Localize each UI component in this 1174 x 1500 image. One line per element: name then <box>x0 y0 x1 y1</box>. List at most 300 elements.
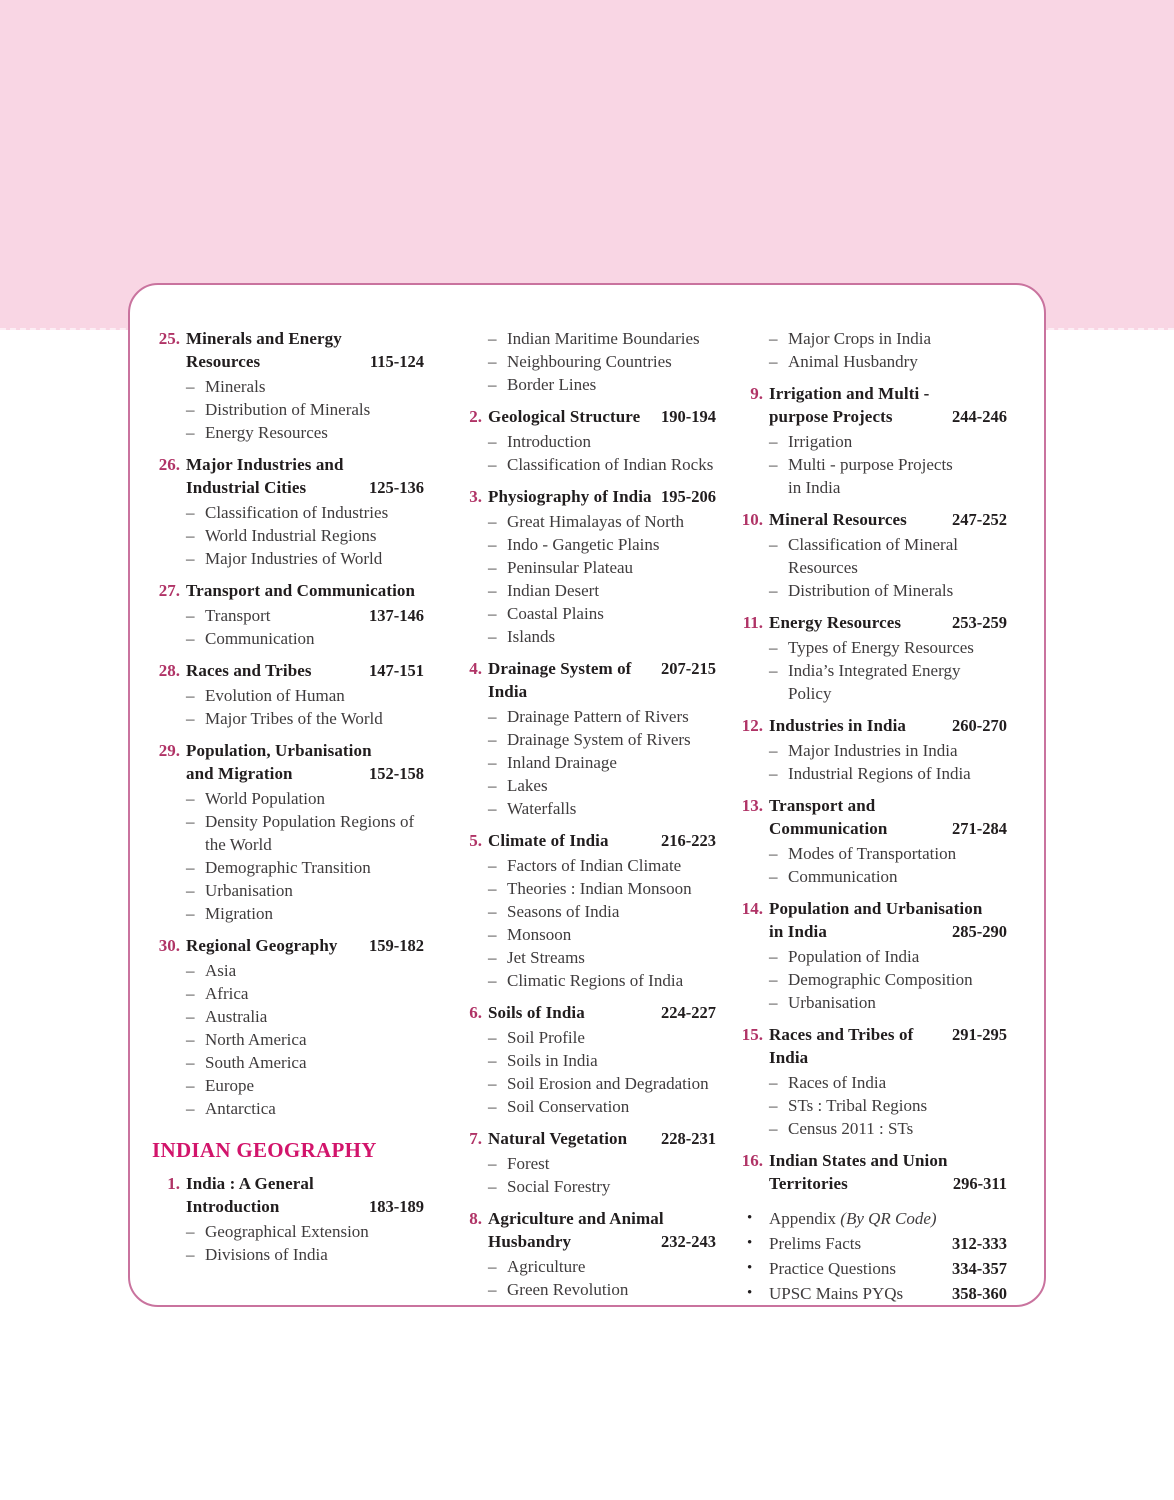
entry-body <box>507 602 716 625</box>
entry-line <box>769 508 1007 531</box>
page-range: 115-124 <box>369 352 424 371</box>
dash-marker-icon: – <box>186 961 195 980</box>
item-label: Europe <box>205 1076 255 1095</box>
chapter-title-line: Major Industries and <box>186 455 344 474</box>
entry-line <box>507 1049 716 1072</box>
entry-body <box>507 1152 716 1175</box>
dash-marker-icon: – <box>488 581 497 600</box>
chapter-number: 30. <box>158 936 180 955</box>
item-label: Demographic Composition <box>788 970 973 989</box>
italic-note: (By QR Code) <box>836 1209 937 1228</box>
dash-marker-icon: – <box>488 329 497 348</box>
toc-subtopic <box>454 751 716 774</box>
page-range: 358-360 <box>952 1284 1007 1303</box>
dash-marker-icon: – <box>769 844 778 863</box>
dash-marker-icon: – <box>186 1007 195 1026</box>
entry-line <box>205 1051 424 1074</box>
dash-marker-icon: – <box>488 432 497 451</box>
page-range: 260-270 <box>952 716 1007 735</box>
entry-line <box>769 405 1007 428</box>
toc-subtopic <box>152 787 424 810</box>
entry-line <box>205 1097 424 1120</box>
chapter-title-line: Irrigation and Multi - <box>769 384 930 403</box>
item-label: Monsoon <box>507 925 572 944</box>
item-label: Geographical Extension <box>205 1222 369 1241</box>
entry-line <box>769 1023 1007 1069</box>
dash-marker-icon: – <box>488 627 497 646</box>
page-range: 137-146 <box>369 606 424 625</box>
dash-marker-icon: – <box>769 993 778 1012</box>
toc-subtopic <box>454 877 716 900</box>
entry-body <box>507 797 716 820</box>
toc-subtopic <box>454 705 716 728</box>
entry-body <box>488 1207 716 1253</box>
item-label: Green Revolution <box>507 1280 629 1299</box>
item-label: Waterfalls <box>507 799 577 818</box>
dash-marker-icon: – <box>186 1245 195 1264</box>
item-label: Coastal Plains <box>507 604 604 623</box>
toc-chapter <box>454 1127 716 1150</box>
item-label: Seasons of India <box>507 902 620 921</box>
item-label: Classification of Indian Rocks <box>507 455 714 474</box>
toc-chapter <box>735 714 1007 737</box>
entry-line <box>205 1005 424 1028</box>
entry-body <box>788 430 1007 453</box>
entry-body <box>507 877 716 900</box>
toc-chapter <box>735 611 1007 634</box>
item-label: Soil Conservation <box>507 1097 630 1116</box>
entry-line <box>507 728 716 751</box>
entry-body <box>769 794 1007 840</box>
entry-body <box>205 787 424 810</box>
entry-line <box>507 705 716 728</box>
toc-subtopic <box>454 1095 716 1118</box>
chapter-number: 6. <box>469 1003 482 1022</box>
entry-line <box>788 476 1007 499</box>
entry-body <box>507 430 716 453</box>
toc-subtopic <box>454 1152 716 1175</box>
entry-body <box>507 705 716 728</box>
item-label: Modes of Transportation <box>788 844 957 863</box>
entry-body <box>205 421 424 444</box>
item-label: Irrigation <box>788 432 853 451</box>
item-label: STs : Tribal Regions <box>788 1096 928 1115</box>
toc-chapter <box>454 1001 716 1024</box>
item-label: Inland Drainage <box>507 753 617 772</box>
entry-body <box>507 625 716 648</box>
entry-line <box>769 382 1007 405</box>
page-range: 125-136 <box>369 478 424 497</box>
entry-body <box>205 902 424 925</box>
toc-subtopic <box>454 1049 716 1072</box>
toc-subtopic <box>454 797 716 820</box>
toc-bullet-item <box>735 1207 1007 1230</box>
entry-line <box>788 762 1007 785</box>
entry-line <box>205 375 424 398</box>
toc-chapter <box>454 1207 716 1253</box>
chapter-title-line: India : A General <box>186 1174 314 1193</box>
chapter-title-line: Territories <box>769 1174 848 1193</box>
entry-body <box>205 1243 424 1266</box>
entry-line <box>769 794 1007 817</box>
toc-subtopic <box>152 524 424 547</box>
item-label: Africa <box>205 984 249 1003</box>
item-label: Races of India <box>788 1073 887 1092</box>
entry-body <box>788 842 1007 865</box>
entry-body <box>205 879 424 902</box>
chapter-number: 8. <box>469 1209 482 1228</box>
entry-line <box>205 959 424 982</box>
chapter-number: 16. <box>741 1151 763 1170</box>
entry-line <box>507 350 716 373</box>
dash-marker-icon: – <box>186 881 195 900</box>
entry-body <box>205 524 424 547</box>
item-label: World Population <box>205 789 325 808</box>
chapter-number: 4. <box>469 659 482 678</box>
toc-subtopic <box>454 923 716 946</box>
toc-subtopic <box>152 959 424 982</box>
page-range: 159-182 <box>369 936 424 955</box>
toc-subtopic <box>735 945 1007 968</box>
page-range: 190-194 <box>661 407 716 426</box>
entry-body <box>205 982 424 1005</box>
item-label: Census 2011 : STs <box>788 1119 914 1138</box>
toc-chapter <box>735 794 1007 840</box>
item-label: Multi - purpose Projects <box>788 455 953 474</box>
item-label: Density Population Regions of <box>205 812 415 831</box>
entry-line <box>186 476 424 499</box>
dash-marker-icon: – <box>186 1099 195 1118</box>
dash-marker-icon: – <box>769 329 778 348</box>
toc-subtopic <box>735 533 1007 579</box>
toc-chapter <box>152 934 424 957</box>
page-range: 216-223 <box>661 831 716 850</box>
page-range: 312-333 <box>952 1234 1007 1253</box>
chapter-number: 1. <box>167 1174 180 1193</box>
dash-marker-icon: – <box>488 971 497 990</box>
entry-body <box>186 453 424 499</box>
entry-body <box>488 1001 716 1024</box>
toc-subtopic <box>454 453 716 476</box>
dash-marker-icon: – <box>769 581 778 600</box>
entry-line <box>205 810 424 833</box>
entry-body <box>488 405 716 428</box>
chapter-title-line: Races and Tribes of India <box>769 1025 914 1067</box>
item-label: Islands <box>507 627 556 646</box>
toc-subtopic <box>152 1005 424 1028</box>
entry-line <box>507 625 716 648</box>
entry-line <box>507 1255 716 1278</box>
toc-subtopic <box>152 375 424 398</box>
entry-body <box>769 1207 1007 1230</box>
dash-marker-icon: – <box>488 375 497 394</box>
item-label: Indo - Gangetic Plains <box>507 535 660 554</box>
toc-chapter <box>152 453 424 499</box>
entry-body <box>205 1028 424 1051</box>
page-range: 224-227 <box>661 1003 716 1022</box>
toc-subtopic <box>152 501 424 524</box>
entry-line <box>507 430 716 453</box>
entry-body <box>788 945 1007 968</box>
chapter-title-line: purpose Projects <box>769 407 893 426</box>
toc-subtopic <box>454 625 716 648</box>
item-label: Neighbouring Countries <box>507 352 672 371</box>
entry-body <box>788 1117 1007 1140</box>
bullet-dot-icon: • <box>747 1285 753 1301</box>
entry-line <box>507 510 716 533</box>
toc-subtopic <box>735 865 1007 888</box>
toc-subtopic <box>454 350 716 373</box>
entry-body <box>507 510 716 533</box>
toc-subtopic <box>735 453 1007 499</box>
item-label: Classification of Mineral <box>788 535 958 554</box>
chapter-title-line: Transport and Communication <box>186 581 416 600</box>
chapter-number: 28. <box>158 661 180 680</box>
item-label: Urbanisation <box>205 881 293 900</box>
toc-chapter <box>454 829 716 852</box>
chapter-title-line: Communication <box>769 819 888 838</box>
dash-marker-icon: – <box>186 1222 195 1241</box>
entry-body <box>507 556 716 579</box>
dash-marker-icon: – <box>186 1053 195 1072</box>
entry-line <box>507 797 716 820</box>
entry-body <box>507 923 716 946</box>
page-range: 253-259 <box>952 613 1007 632</box>
entry-body <box>205 501 424 524</box>
entry-line <box>488 1207 716 1230</box>
toc-subtopic <box>735 991 1007 1014</box>
dash-marker-icon: – <box>186 812 195 831</box>
item-label: India’s Integrated Energy <box>788 661 961 680</box>
item-label: Drainage System of Rivers <box>507 730 691 749</box>
toc-subtopic <box>152 1028 424 1051</box>
dash-marker-icon: – <box>488 1028 497 1047</box>
toc-subtopic <box>454 579 716 602</box>
entry-line <box>507 1026 716 1049</box>
chapter-number: 2. <box>469 407 482 426</box>
entry-line <box>788 556 1007 579</box>
dash-marker-icon: – <box>488 730 497 749</box>
dash-marker-icon: – <box>769 1073 778 1092</box>
entry-body <box>507 373 716 396</box>
toc-chapter <box>152 327 424 373</box>
toc-subtopic <box>735 350 1007 373</box>
item-label: Population of India <box>788 947 920 966</box>
item-label: Communication <box>205 629 315 648</box>
entry-line <box>788 968 1007 991</box>
entry-line <box>205 501 424 524</box>
entry-line <box>488 1127 716 1150</box>
entry-line <box>186 350 424 373</box>
toc-subtopic <box>152 1097 424 1120</box>
item-label: in India <box>788 478 841 497</box>
toc-bullet-item <box>735 1257 1007 1280</box>
item-label: Border Lines <box>507 375 597 394</box>
entry-body <box>507 751 716 774</box>
entry-line <box>507 774 716 797</box>
entry-body <box>507 1072 716 1095</box>
toc-column-middle <box>454 327 716 1305</box>
item-label: Peninsular Plateau <box>507 558 634 577</box>
item-label: Major Tribes of the World <box>205 709 383 728</box>
chapter-title-line: Introduction <box>186 1197 280 1216</box>
toc-subtopic <box>454 327 716 350</box>
toc-subtopic <box>735 659 1007 705</box>
dash-marker-icon: – <box>186 526 195 545</box>
entry-body <box>507 1278 716 1301</box>
toc-subtopic <box>454 510 716 533</box>
entry-line <box>769 1282 1007 1305</box>
entry-line <box>788 350 1007 373</box>
chapter-title-line: Energy Resources <box>769 613 902 632</box>
entry-body <box>205 627 424 650</box>
item-label: Forest <box>507 1154 550 1173</box>
entry-line <box>769 817 1007 840</box>
toc-subtopic <box>735 842 1007 865</box>
chapter-number: 9. <box>750 384 763 403</box>
toc-subtopic <box>735 327 1007 350</box>
toc-subtopic <box>152 627 424 650</box>
chapter-title-line: Geological Structure <box>488 407 641 426</box>
entry-body <box>507 728 716 751</box>
dash-marker-icon: – <box>488 948 497 967</box>
item-label: Urbanisation <box>788 993 876 1012</box>
entry-line <box>788 636 1007 659</box>
toc-subtopic <box>152 1220 424 1243</box>
entry-body <box>507 1026 716 1049</box>
chapter-number: 3. <box>469 487 482 506</box>
page-range: 152-158 <box>369 764 424 783</box>
entry-line <box>507 556 716 579</box>
toc-subtopic <box>454 1255 716 1278</box>
entry-body <box>205 707 424 730</box>
dash-marker-icon: – <box>769 661 778 680</box>
item-label: UPSC Mains PYQs <box>769 1284 904 1303</box>
item-label: Climatic Regions of India <box>507 971 684 990</box>
entry-body <box>507 1175 716 1198</box>
entry-body <box>205 1097 424 1120</box>
entry-body <box>205 959 424 982</box>
toc-subtopic <box>152 547 424 570</box>
entry-line <box>788 327 1007 350</box>
entry-line <box>488 405 716 428</box>
entry-line <box>205 879 424 902</box>
dash-marker-icon: – <box>186 377 195 396</box>
toc-subtopic <box>454 1072 716 1095</box>
entry-body <box>788 1094 1007 1117</box>
toc-bullet-item <box>735 1282 1007 1305</box>
entry-line <box>186 762 424 785</box>
entry-line <box>205 707 424 730</box>
chapter-number: 7. <box>469 1129 482 1148</box>
page-range: 285-290 <box>952 922 1007 941</box>
dash-marker-icon: – <box>769 764 778 783</box>
page-range: 244-246 <box>952 407 1007 426</box>
toc-subtopic <box>152 982 424 1005</box>
entry-body <box>205 810 424 856</box>
entry-line <box>788 1117 1007 1140</box>
entry-line <box>769 1232 1007 1255</box>
page-range: 232-243 <box>661 1232 716 1251</box>
toc-subtopic <box>454 602 716 625</box>
toc-subtopic <box>152 604 424 627</box>
item-label: Animal Husbandry <box>788 352 918 371</box>
dash-marker-icon: – <box>488 856 497 875</box>
entry-line <box>788 991 1007 1014</box>
entry-body <box>788 659 1007 705</box>
entry-body <box>788 1071 1007 1094</box>
bullet-dot-icon: • <box>747 1260 753 1276</box>
dash-marker-icon: – <box>488 1074 497 1093</box>
entry-line <box>186 453 424 476</box>
entry-line <box>788 739 1007 762</box>
entry-line <box>507 1095 716 1118</box>
entry-line <box>507 453 716 476</box>
entry-body <box>788 636 1007 659</box>
entry-body <box>507 1095 716 1118</box>
toc-chapter <box>454 657 716 703</box>
item-label: Major Industries in India <box>788 741 958 760</box>
entry-body <box>769 611 1007 634</box>
chapter-title-line: Population, Urbanisation <box>186 741 372 760</box>
chapter-title-line: Transport and <box>769 796 876 815</box>
entry-line <box>488 485 716 508</box>
toc-subtopic <box>454 1026 716 1049</box>
dash-marker-icon: – <box>488 535 497 554</box>
dash-marker-icon: – <box>769 947 778 966</box>
item-label: Soil Erosion and Degradation <box>507 1074 709 1093</box>
entry-line <box>788 682 1007 705</box>
chapter-number: 25. <box>158 329 180 348</box>
entry-body <box>205 375 424 398</box>
item-label: Major Crops in India <box>788 329 932 348</box>
entry-line <box>186 934 424 957</box>
chapter-number: 15. <box>741 1025 763 1044</box>
toc-subtopic <box>152 1074 424 1097</box>
entry-line <box>507 1152 716 1175</box>
entry-line <box>769 920 1007 943</box>
toc-subtopic <box>735 1071 1007 1094</box>
toc-subtopic <box>152 421 424 444</box>
chapter-number: 13. <box>741 796 763 815</box>
dash-marker-icon: – <box>769 741 778 760</box>
dash-marker-icon: – <box>186 606 195 625</box>
entry-line <box>205 833 424 856</box>
dash-marker-icon: – <box>488 707 497 726</box>
chapter-number: 5. <box>469 831 482 850</box>
dash-marker-icon: – <box>488 1154 497 1173</box>
dash-marker-icon: – <box>769 432 778 451</box>
dash-marker-icon: – <box>186 423 195 442</box>
item-label: Soils in India <box>507 1051 598 1070</box>
dash-marker-icon: – <box>769 638 778 657</box>
entry-line <box>205 627 424 650</box>
entry-line <box>507 946 716 969</box>
entry-line <box>507 602 716 625</box>
toc-subtopic <box>152 810 424 856</box>
entry-line <box>205 1220 424 1243</box>
entry-body <box>186 934 424 957</box>
entry-body <box>205 547 424 570</box>
dash-marker-icon: – <box>488 1177 497 1196</box>
entry-line <box>507 1175 716 1198</box>
toc-chapter <box>152 659 424 682</box>
item-label: Transport <box>205 606 271 625</box>
section-header: INDIAN GEOGRAPHY <box>152 1138 377 1162</box>
chapter-title-line: in India <box>769 922 827 941</box>
toc-subtopic <box>454 900 716 923</box>
entry-line <box>205 421 424 444</box>
